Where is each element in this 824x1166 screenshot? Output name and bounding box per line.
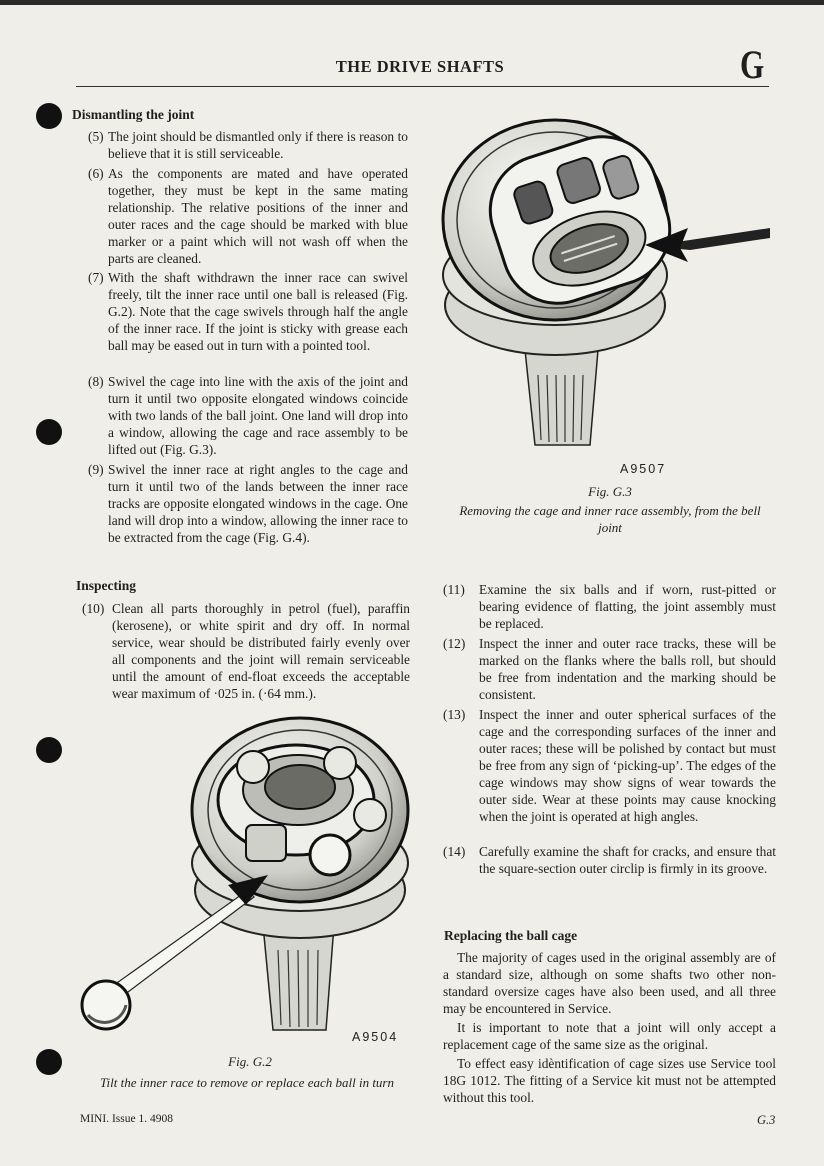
header-rule: [76, 86, 769, 87]
item-text: With the shaft withdrawn the inner race can swivel freely, tilt the inner race until one ball is released (Fig. G.2). Note that the cage swivels through half the angle of the inner race. If the joint is sticky with grease each ball may be eased out in turn with a pointed tool.: [108, 270, 408, 353]
list-item: [88, 128, 408, 162]
figure-g3-illustration: [440, 100, 772, 480]
heading-replacing: Replacing the ball cage: [444, 928, 578, 943]
item-text: Clean all parts thoroughly in petrol (fuel), paraffin (kerosene), or white spirit and dry off. In normal service, wear should be distributed fairly evenly over all components and the joint will remain serviceable until the amount of end-float exceeds the acceptable wear maximum of ·025 in. (·64 mm.).: [112, 601, 410, 701]
item-number: (9): [88, 462, 104, 477]
item-number: (10): [82, 601, 105, 616]
page-title: THE DRIVE SHAFTS: [335, 57, 505, 76]
item-number: (11): [443, 582, 465, 597]
list-item: [88, 461, 408, 546]
item-text: The joint should be dismantled only if there is reason to believe that it is still serviceable.: [108, 129, 408, 161]
list-item: [88, 165, 408, 267]
item-number: (14): [443, 844, 466, 859]
list-item: [82, 600, 410, 702]
figure-code: A9507: [620, 462, 667, 476]
list-item: [443, 706, 776, 825]
item-text: Inspect the inner and outer race tracks, these will be marked on the flanks where the balls roll, but should be free from indentation and the marking should be consistent.: [479, 636, 776, 702]
item-number: (7): [88, 270, 104, 285]
list-item: [443, 843, 776, 877]
binder-hole: [36, 1049, 62, 1075]
figure-number: Fig. G.3: [588, 484, 632, 499]
list-item: [88, 373, 408, 458]
figure-number: Fig. G.2: [228, 1054, 272, 1069]
item-text: Swivel the inner race at right angles to the cage and turn it until two of the lands between the inner race tracks are opposite elongated windows in the cage. One land will drop into a window, allowing the inner race to be extracted from the cage (Fig. G.4).: [108, 462, 408, 545]
binder-hole: [36, 103, 62, 129]
list-item: [88, 269, 408, 354]
paragraph: To effect easy idèntification of cage sizes use Service tool 18G 1012. The fitting of a Service kit must not be attempted without this tool.: [443, 1056, 776, 1105]
item-number: (6): [88, 166, 104, 181]
item-text: Inspect the inner and outer spherical surfaces of the cage and the corresponding surfaces of the inner and outer races; these will be polished by contact but must be free from any sign of ‘picking-up’. The edges of the cage windows may show signs of wear towards the outer side. Wear at these points may cause knocking when the joint is operated at high angles.: [479, 707, 776, 824]
heading-dismantling: Dismantling the joint: [72, 107, 195, 122]
figure-caption: Removing the cage and inner race assembly, from the bell joint: [459, 503, 761, 535]
item-text: Swivel the cage into line with the axis of the joint and turn it until two opposite elongated windows coincide with two lands of the ball joint. One land will drop into a window, allowing the cage and race assembly to be lifted out (Fig. G.3).: [108, 374, 408, 457]
binder-hole: [36, 737, 62, 763]
item-text: Carefully examine the shaft for cracks, and ensure that the square-section outer circlip is firmly in its groove.: [479, 844, 776, 876]
item-text: Examine the six balls and if worn, rust-pitted or bearing evidence of flatting, the joint assembly must be replaced.: [479, 582, 776, 631]
item-number: (8): [88, 374, 104, 389]
heading-inspecting: Inspecting: [76, 578, 137, 593]
list-item: [443, 635, 776, 703]
item-text: As the components are mated and have operated together, they must be kept in the same mating relationship. The relative positions of the inner and outer races and the cage should be marked with blue marker or a paint which will not wash off when the parts are cleaned.: [108, 166, 408, 266]
binder-hole: [36, 419, 62, 445]
paragraph: The majority of cages used in the original assembly are of a standard size, although on some shafts two other non-standard oversize cages have also been used, and all three may be encountered in Service.: [443, 950, 776, 1016]
item-number: (13): [443, 707, 466, 722]
paragraph: It is important to note that a joint will only accept a replacement cage of the same size as the original.: [443, 1020, 776, 1052]
item-number: (5): [88, 129, 104, 144]
list-item: [443, 581, 776, 632]
figure-caption: Tilt the inner race to remove or replace each ball in turn: [99, 1075, 394, 1090]
footer-issue: MINI. Issue 1. 4908: [80, 1113, 173, 1125]
figure-g2-illustration: [78, 705, 418, 1045]
figure-code: A9504: [352, 1030, 399, 1044]
section-letter: G: [740, 42, 765, 87]
item-number: (12): [443, 636, 466, 651]
page-number: G.3: [757, 1113, 776, 1127]
